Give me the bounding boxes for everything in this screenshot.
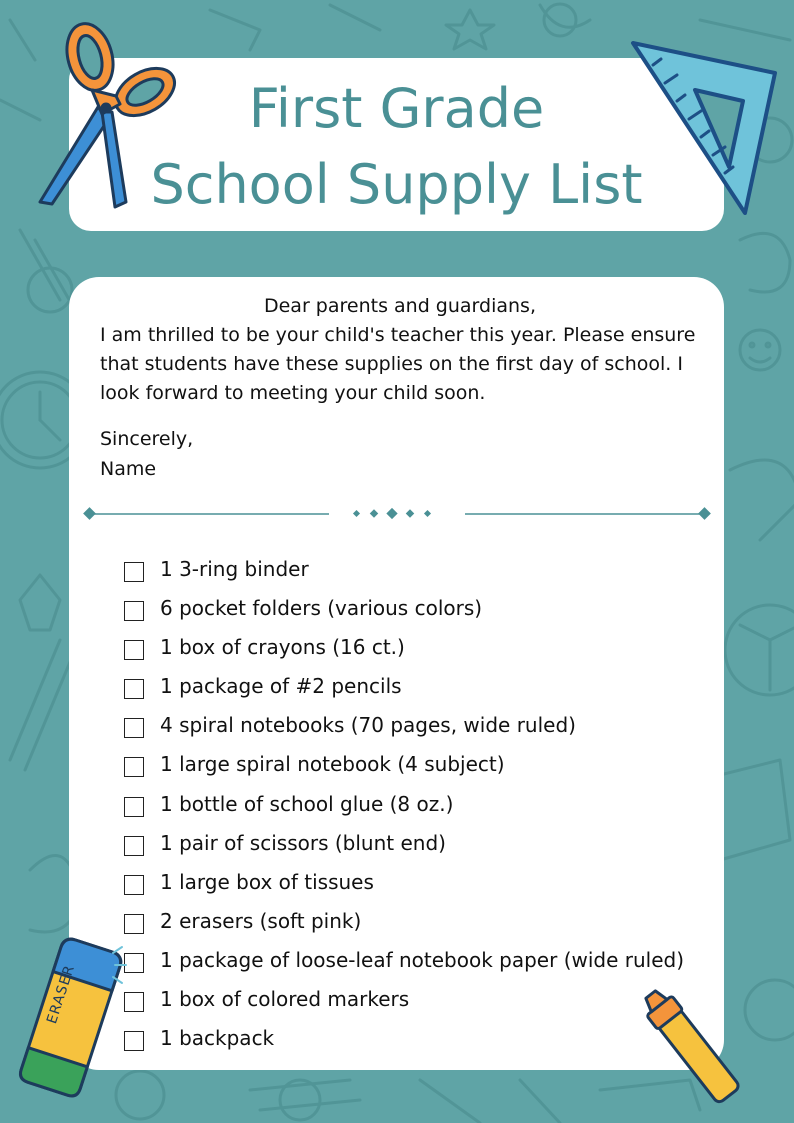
checkbox[interactable] [124,875,144,895]
supply-item-label: 1 box of colored markers [160,987,410,1012]
letter-signature: Name [100,458,157,480]
eraser-icon [18,935,128,1100]
checkbox[interactable] [124,679,144,699]
checkbox[interactable] [124,797,144,817]
letter-message: I am thrilled to be your child's teacher this year. Please ensure that students have these supplies on the first day of school. I look forward to meeting your child soon. [100,324,696,404]
marker-icon [628,975,753,1115]
supply-item-label: 1 large spiral notebook (4 subject) [160,752,505,777]
checkbox[interactable] [124,601,144,621]
supply-item-label: 1 3-ring binder [160,557,309,581]
page-title-line-2: School Supply List [150,153,643,216]
supply-item-label: 1 package of #2 pencils [160,674,402,699]
letter-body [100,292,700,408]
supply-item-label: 4 spiral notebooks (70 pages, wide ruled) [160,713,576,738]
triangle-ruler-icon [625,35,785,220]
supply-item-label: 2 erasers (soft pink) [160,908,362,933]
supply-item-label: 6 pocket folders (various colors) [160,596,483,621]
checkbox[interactable] [124,562,144,582]
page-title-line-1: First Grade [248,77,545,140]
supply-item-label: 1 bottle of school glue (8 oz.) [160,791,454,816]
letter-signoff [100,424,193,484]
checkbox[interactable] [124,640,144,660]
checkbox[interactable] [124,914,144,934]
checkbox[interactable] [124,757,144,777]
letter-closing: Sincerely, [100,428,194,450]
supply-item-label: 1 large box of tissues [160,869,374,894]
supply-item-label: 1 backpack [160,1026,275,1051]
letter-card [69,277,724,1070]
checkbox[interactable] [124,718,144,738]
supply-item-label: 1 pair of scissors (blunt end) [160,830,446,855]
supply-item-label: 1 box of crayons (16 ct.) [160,635,405,660]
ornamental-divider [83,502,713,526]
checkbox[interactable] [124,836,144,856]
supply-item-label: 1 package of loose-leaf notebook paper (wide ruled) [160,947,685,972]
eraser-label: ERASER [44,962,79,1026]
letter-greeting: Dear parents and guardians, [263,295,536,317]
scissors-icon [20,12,180,212]
